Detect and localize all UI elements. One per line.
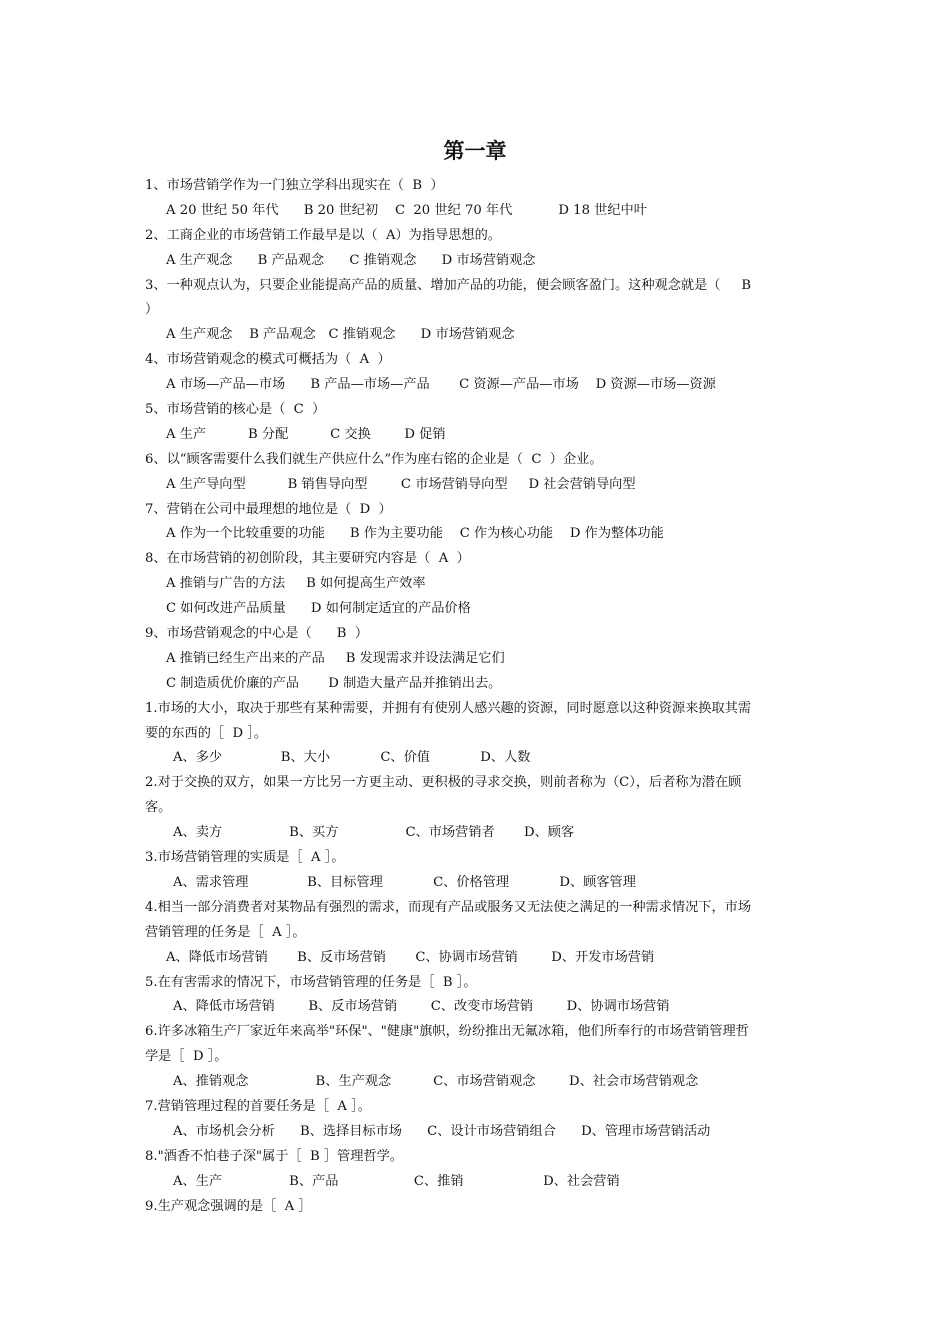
question-text: 3.市场营销管理的实质是［ A ］。: [145, 850, 345, 866]
answer-options: A 作为一个比较重要的功能 B 作为主要功能 C 作为核心功能 D 作为整体功能: [166, 526, 664, 542]
answer-options: A 生产导向型 B 销售导向型 C 市场营销导向型 D 社会营销导向型: [166, 476, 636, 492]
question-text: 5、市场营销的核心是（ C ）: [145, 402, 326, 418]
answer-options: A 20 世纪 50 年代 B 20 世纪初 C 20 世纪 70 年代 D 18 世纪中叶: [166, 202, 647, 218]
answer-options: A、市场机会分析 B、选择目标市场 C、设计市场营销组合 D、管理市场营销活动: [173, 1123, 711, 1139]
answer-options: C 制造质优价廉的产品 D 制造大量产品并推销出去。: [166, 675, 502, 691]
question-text: 5.在有害需求的情况下，市场营销管理的任务是［ B ］。: [145, 974, 477, 990]
answer-options: A、卖方 B、买方 C、市场营销者 D、顾客: [173, 825, 575, 841]
question-text: 9.生产观念强调的是［ A ］: [145, 1198, 312, 1214]
question-text: 4.相当一部分消费者对某物品有强烈的需求，而现有产品或服务又无法使之满足的一种需求情况下，市场: [145, 899, 752, 915]
question-text: 7.营销管理过程的首要任务是［ A ］。: [145, 1098, 371, 1114]
answer-options: A、需求管理 B、目标管理 C、价格管理 D、顾客管理: [173, 874, 636, 890]
question-text: ）: [145, 302, 159, 318]
answer-options: A 生产 B 分配 C 交换 D 促销: [166, 426, 446, 442]
question-text: 学是［ D ］。: [145, 1049, 228, 1065]
question-text: 8、在市场营销的初创阶段，其主要研究内容是（ A ）: [145, 551, 470, 567]
question-text: 8."酒香不怕巷子深"属于［ B ］管理哲学。: [145, 1148, 403, 1164]
question-text: 营销管理的任务是［ A ］。: [145, 924, 306, 940]
question-text: 1.市场的大小，取决于那些有某种需要，并拥有有使别人感兴趣的资源，同时愿意以这种资源来换取其需: [145, 700, 752, 716]
answer-options: A、生产 B、产品 C、推销 D、社会营销: [173, 1173, 620, 1189]
question-text: 6、以“顾客需要什么我们就生产供应什么”作为座右铭的企业是（ C ）企业。: [145, 451, 603, 467]
question-text: 2.对于交换的双方，如果一方比另一方更主动、更积极的寻求交换，则前者称为（C），后者称为潜在顾: [145, 775, 742, 791]
answer-options: A、降低市场营销 B、反市场营销 C、协调市场营销 D、开发市场营销: [166, 949, 655, 965]
answer-options: A 推销已经生产出来的产品 B 发现需求并设法满足它们: [166, 650, 505, 666]
answer-options: A、多少 B、大小 C、价值 D、人数: [173, 750, 531, 766]
answer-options: A、推销观念 B、生产观念 C、市场营销观念 D、社会市场营销观念: [173, 1074, 699, 1090]
answer-options: A 生产观念 B 产品观念 C 推销观念 D 市场营销观念: [166, 327, 515, 343]
question-text: 3、一种观点认为，只要企业能提高产品的质量、增加产品的功能，便会顾客盈门。这种观念就是（ B: [145, 277, 752, 293]
question-text: 7、营销在公司中最理想的地位是（ D ）: [145, 501, 392, 517]
question-list: [145, 174, 810, 1219]
question-text: 客。: [145, 800, 172, 816]
answer-options: C 如何改进产品质量 D 如何制定适宜的产品价格: [166, 601, 471, 617]
answer-options: A 市场—产品—市场 B 产品—市场—产品 C 资源—产品—市场 D 资源—市场—资源: [166, 377, 716, 393]
question-text: 要的东西的［ D ］。: [145, 725, 268, 741]
chapter-title: 第一章: [443, 138, 507, 163]
question-text: 4、市场营销观念的模式可概括为（ A ）: [145, 352, 391, 368]
question-text: 2、工商企业的市场营销工作最早是以（ A）为指导思想的。: [145, 227, 501, 243]
question-text: 1、市场营销学作为一门独立学科出现实在（ B ）: [145, 178, 444, 193]
answer-options: A 生产观念 B 产品观念 C 推销观念 D 市场营销观念: [166, 252, 536, 268]
question-text: 6.许多冰箱生产厂家近年来高举"环保"、"健康"旗帜，纷纷推出无氟冰箱，他们所奉行的市场营销管理哲: [145, 1024, 749, 1040]
answer-options: A、降低市场营销 B、反市场营销 C、改变市场营销 D、协调市场营销: [173, 999, 670, 1015]
answer-options: A 推销与广告的方法 B 如何提高生产效率: [166, 576, 426, 592]
question-text: 9、市场营销观念的中心是（ B ）: [145, 626, 369, 642]
